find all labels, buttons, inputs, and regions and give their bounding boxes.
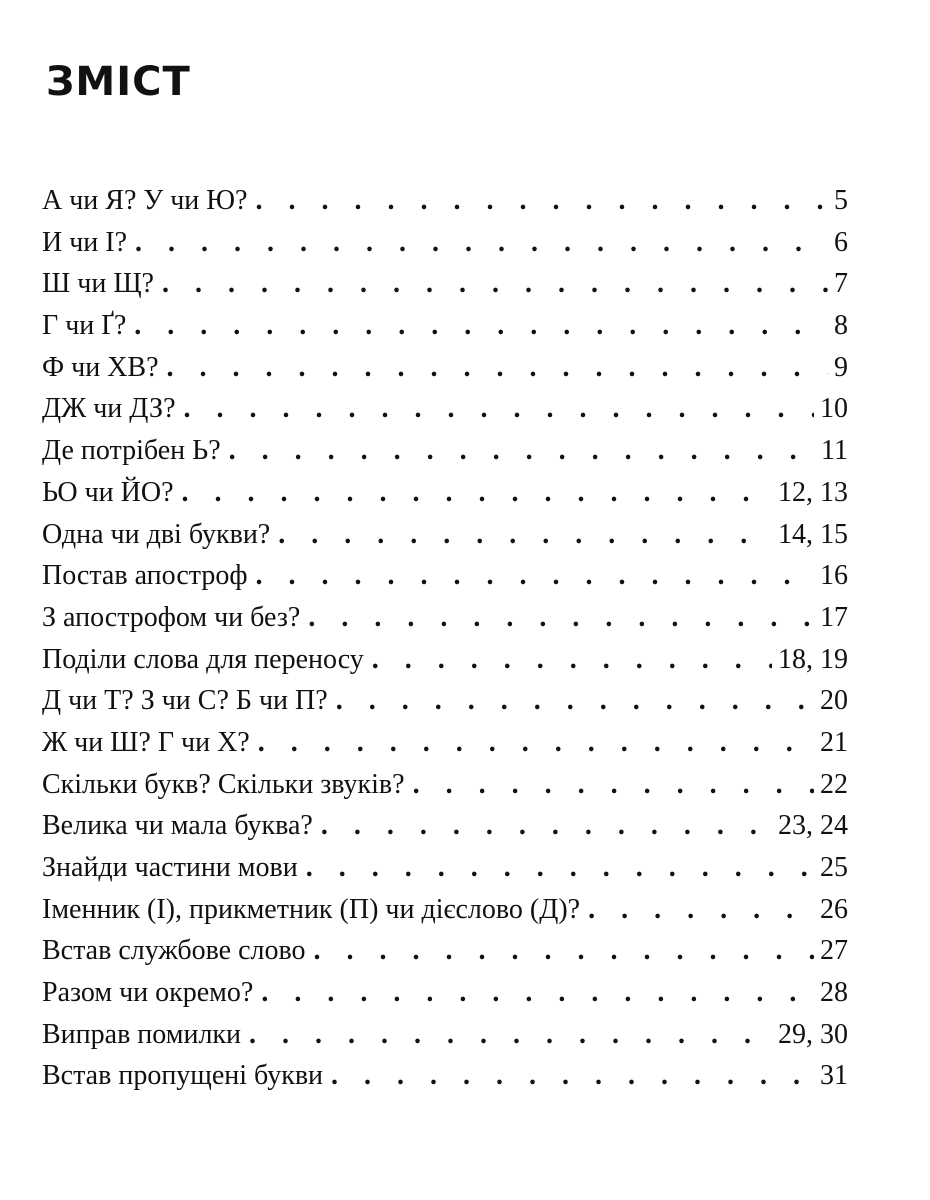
table-of-contents — [42, 180, 848, 1097]
toc-entry-label: Іменник (І), прикметник (П) чи дієслово (Д)? — [42, 893, 581, 925]
toc-entry — [42, 430, 848, 472]
toc-entry-label: А чи Я? У чи Ю? — [42, 185, 248, 216]
toc-entry — [42, 472, 848, 514]
toc-entry — [42, 889, 848, 931]
dot-leader — [314, 930, 815, 972]
toc-entry-label: Встав пропущені букви — [42, 1060, 324, 1092]
dot-leader — [331, 1055, 814, 1097]
dot-leader — [308, 597, 814, 639]
toc-entry-label: Разом чи окремо? — [42, 977, 254, 1009]
toc-entry-label: Скільки букв? Скільки звуків? — [42, 768, 405, 800]
toc-entry-page: 12, 13 — [778, 476, 848, 508]
toc-entry-label: Одна чи дві букви? — [42, 518, 271, 550]
toc-entry-page: 22 — [820, 768, 848, 800]
dot-leader — [588, 889, 814, 931]
toc-entry-label: Д чи Т? З чи С? Б чи П? — [42, 685, 328, 717]
toc-entry — [42, 847, 848, 889]
dot-leader — [135, 222, 828, 264]
toc-entry — [42, 180, 848, 222]
toc-entry — [42, 347, 848, 389]
toc-entry-page: 23, 24 — [778, 810, 848, 842]
toc-entry — [42, 639, 848, 681]
dot-leader — [162, 263, 828, 305]
dot-leader — [258, 722, 814, 764]
toc-entry-label: Встав службове слово — [42, 935, 306, 967]
toc-entry-label: Ж чи Ш? Г чи Х? — [42, 726, 250, 758]
toc-entry-page: 26 — [820, 893, 848, 925]
toc-entry-page: 28 — [820, 977, 848, 1009]
dot-leader — [184, 388, 814, 430]
toc-entry-page: 17 — [820, 601, 848, 633]
toc-entry-page: 5 — [834, 185, 848, 216]
toc-entry-page: 29, 30 — [778, 1018, 848, 1050]
toc-entry — [42, 263, 848, 305]
toc-entry-page: 9 — [834, 351, 848, 383]
toc-entry-label: Ш чи Щ? — [42, 268, 154, 300]
toc-entry-page: 8 — [834, 310, 848, 342]
dot-leader — [182, 472, 772, 514]
toc-entry-page: 10 — [820, 393, 848, 425]
toc-entry — [42, 972, 848, 1014]
toc-entry-page: 7 — [834, 268, 848, 300]
toc-entry-page: 27 — [820, 935, 848, 967]
dot-leader — [261, 972, 814, 1014]
toc-entry-label: ДЖ чи ДЗ? — [42, 393, 176, 425]
toc-entry-page: 14, 15 — [778, 518, 848, 550]
toc-entry-page: 6 — [834, 226, 848, 258]
dot-leader — [134, 305, 828, 347]
toc-entry-label: Велика чи мала буква? — [42, 810, 313, 842]
toc-entry — [42, 680, 848, 722]
toc-entry-label: Поділи слова для переносу — [42, 643, 364, 675]
toc-entry-label: Постав апостроф — [42, 560, 248, 592]
toc-entry — [42, 1014, 848, 1056]
toc-entry-page: 25 — [820, 852, 848, 883]
dot-leader — [229, 430, 815, 472]
dot-leader — [306, 847, 814, 889]
dot-leader — [255, 555, 814, 597]
toc-entry-label: Ф чи ХВ? — [42, 351, 159, 383]
dot-leader — [372, 639, 772, 681]
toc-entry-label: И чи І? — [42, 226, 128, 258]
toc-entry — [42, 514, 848, 556]
dot-leader — [256, 180, 829, 222]
toc-entry-label: Г чи Ґ? — [42, 310, 127, 342]
toc-entry — [42, 305, 848, 347]
toc-entry-page: 16 — [820, 560, 848, 592]
toc-entry-page: 20 — [820, 685, 848, 717]
dot-leader — [249, 1014, 772, 1056]
toc-entry-label: Знайди частини мови — [42, 852, 298, 883]
page-title: ЗМІСТ — [46, 59, 191, 105]
dot-leader — [321, 805, 772, 847]
toc-entry-page: 21 — [820, 726, 848, 758]
toc-entry-label: З апострофом чи без? — [42, 601, 301, 633]
dot-leader — [167, 347, 828, 389]
toc-entry — [42, 805, 848, 847]
dot-leader — [413, 764, 814, 806]
toc-entry — [42, 930, 848, 972]
toc-entry — [42, 1055, 848, 1097]
dot-leader — [336, 680, 814, 722]
toc-entry-label: Де потрібен Ь? — [42, 435, 221, 467]
toc-entry-label: Виправ помилки — [42, 1018, 242, 1050]
toc-entry — [42, 597, 848, 639]
toc-entry-page: 18, 19 — [778, 643, 848, 675]
toc-entry — [42, 764, 848, 806]
toc-entry — [42, 222, 848, 264]
toc-entry — [42, 388, 848, 430]
dot-leader — [278, 514, 772, 556]
toc-entry — [42, 555, 848, 597]
toc-entry-label: ЬО чи ЙО? — [42, 476, 174, 508]
toc-entry — [42, 722, 848, 764]
toc-entry-page: 11 — [821, 435, 848, 467]
toc-entry-page: 31 — [820, 1060, 848, 1092]
